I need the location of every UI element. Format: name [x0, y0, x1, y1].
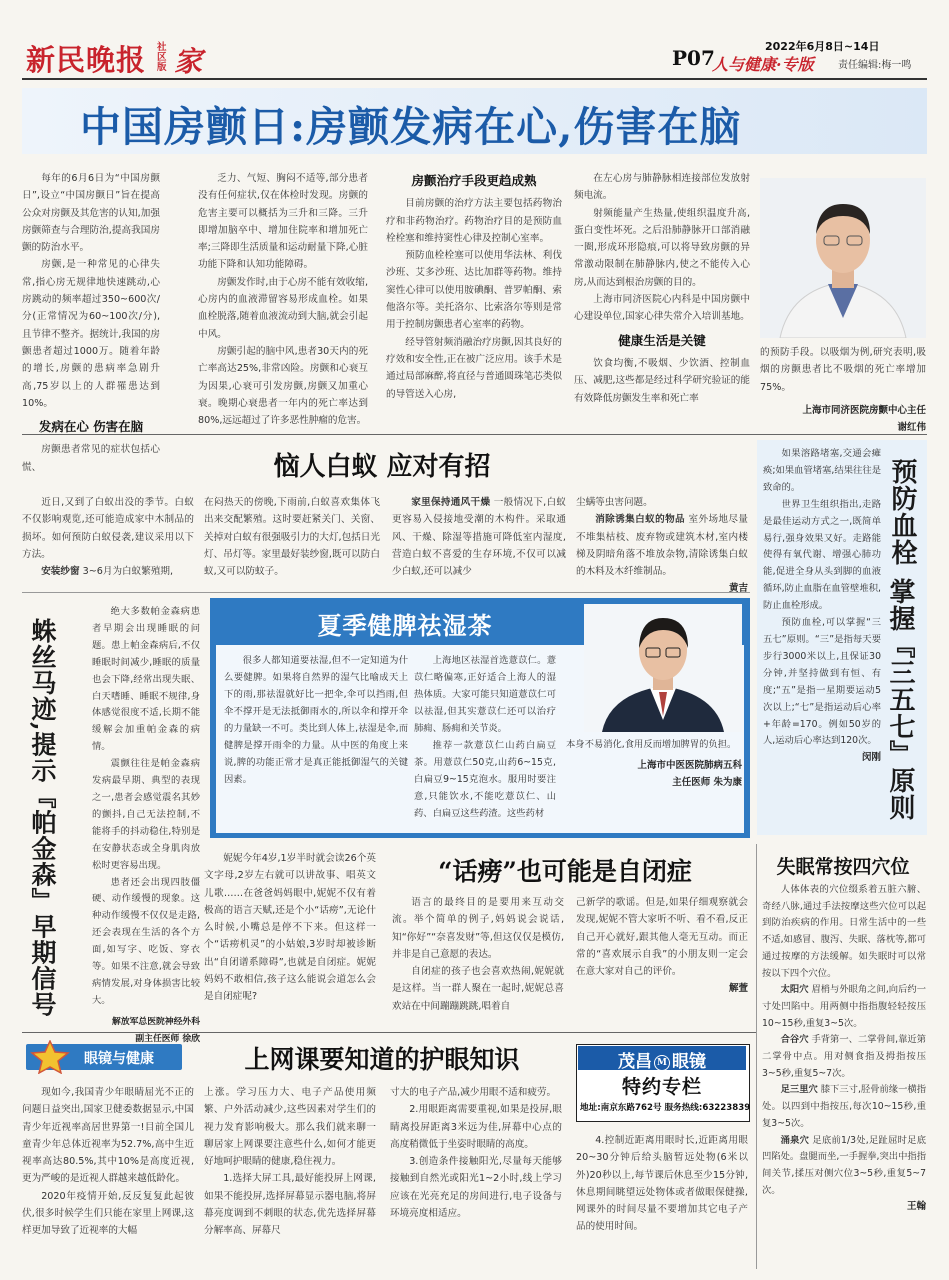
paragraph: 3.创造条件接触阳光,尽量每天能够接触到自然光或阳光1~2小时,线上学习应该在光亮充足的房间进行,电子设备与环境亮度相适应。: [390, 1156, 562, 1220]
divider: [756, 844, 757, 1269]
paragraph: 2.用眼距离需要重视,如果是投屏,眼睛离投屏距离3米远为佳,屏幕中心点的高度稍微低于坐姿时眼睛的高度。: [390, 1104, 562, 1150]
divider: [22, 592, 750, 593]
subheading: 发病在心 伤害在脑: [38, 419, 144, 435]
editor-credit: 责任编辑:梅一鸣: [838, 60, 912, 71]
paragraph: 患者还会出现四肢僵硬、动作缓慢的现象。这种动作缓慢不仅仅是走路,还会表现在生活的各个方面,如写字、吃饭、穿衣等。如果不注意,就会导致病情发展,对身体损害比较大。: [92, 876, 200, 1006]
thrombosis-title-a: 预防血栓: [887, 458, 917, 566]
paragraph: 人体体表的穴位缀系着五脏六腑、奇经八脉,通过手法按摩这些穴位可以起到防治疾病的作用。日常生活中的一些不适,如感冒、腹泻、失眠、落枕等,都可通过按摩的方法缓解。如失眠时可以常按以下四个穴位。: [762, 884, 926, 979]
acupoint-item: 太阳穴 眉梢与外眼角之间,向后约一寸处凹陷中。用两侧中指指腹轻轻按压10~15秒,重复3~5次。: [762, 984, 926, 1029]
masthead-rule: [22, 78, 927, 80]
author-name: 黄吉: [728, 583, 748, 595]
doctor-photo-xie: [760, 178, 926, 338]
paragraph: 寸大的电子产品,减少用眼不适和疲劳。: [390, 1087, 557, 1098]
paragraph: 安装纱窗 3~6月为白蚁繁殖期,: [41, 566, 174, 578]
damp-col-2: [414, 652, 556, 822]
paragraph: 上海地区祛湿首选薏苡仁。薏苡仁略偏寒,正好适合上海人的湿热体质。大家可能只知道薏苡仁可以祛湿,但其实薏苡仁还可以治疗肺痈、肠痈和关节炎。: [414, 655, 556, 734]
lead-col-1: [22, 170, 160, 476]
page-number: P07: [672, 46, 715, 70]
paragraph: 现如今,我国青少年眼睛屈光不正的问题日益突出,国家卫健委数据显示,中国青少年近视率高居世界第一!目前全国儿童青少年总体近视率为52.7%,高中生近视率高达80.5%,其中10%是高度近视,更为严峻的是近视人群越来越低龄化。: [22, 1087, 194, 1185]
paragraph: 近日,又到了白蚁出没的季节。白蚁不仅影响观览,还可能造成家中木制品的损坏。如何预防白蚁侵袭,建议采用以下方法。: [22, 497, 194, 560]
autism-col-2: [392, 894, 564, 1015]
insomnia-body: [762, 882, 926, 1216]
author-name: 王翰: [906, 1201, 926, 1213]
eye-title: 上网课要知道的护眼知识: [244, 1045, 520, 1074]
paragraph: 在闷热天的傍晚,下雨前,白蚁喜欢集体飞出来交配繁殖。这时要赶紧关门、关窗、关掉对白蚁有很强吸引力的大灯,包括日光灯、吊灯等。家里最好装纱窗,既可以防白蚁,又可以防蚊子。: [204, 497, 380, 578]
ad-address: 地址:南京东路762号 服务热线:63223839: [580, 1103, 751, 1113]
author-name: 谢红伟: [897, 422, 926, 434]
paragraph: 射频能量产生热量,使组织温度升高,蛋白变性坏死。之后沿肺静脉开口部消融一圈,形成环形隐痕,可以将导致房颤的异常激动限制在肺静脉内,使之不能传入心房,从而达到根治房颤的目的。: [574, 207, 750, 288]
paragraph: 推荐一款薏苡仁山药白扁豆茶。用薏苡仁50克,山药6~15克,白扁豆9~15克泡水。服用时要注意,只能饮水,不能吃薏苡仁、山药、白扁豆这些药渣。这些药材: [414, 740, 556, 819]
paragraph: 如果溶路堵塞,交通会瘫痪;如果血管堵塞,结果往往是致命的。: [763, 448, 881, 493]
paragraph: 己新学的歌谣。但是,如果仔细观察就会发现,妮妮不管大家听不听、看不看,反正自己开心就好,跟其他人毫无互动。而正常的“喜欢展示自我”的小朋友则一定会在意大家对自己的评价。: [576, 897, 748, 978]
eye-col-4: [576, 1132, 748, 1236]
eye-col-1: [22, 1084, 194, 1240]
eye-col-3: [390, 1084, 562, 1222]
paragraph: 很多人都知道要祛湿,但不一定知道为什么要健脾。如果将自然界的湿气比喻成天上下的雨,那祛湿就好比一把伞,伞可以挡雨,但伞不撑开是无法抵御雨水的,所以伞和撑开伞的力量缺一不可。类比到人体上,祛湿是伞,而健脾是撑开雨伞的力量。从中医的角度上来说,脾的功能正常才是真正能抵御湿气的关键因素。: [224, 655, 408, 785]
star-icon: [30, 1040, 70, 1074]
paragraph: 上海市同济医院心内科是中国房颤中心建设单位,国家心律失常介入培训基地。: [574, 294, 750, 323]
author-name: 副主任医师 徐欣: [135, 1033, 200, 1044]
paragraph: 在左心房与肺静脉相连接部位发放射频电流。: [574, 173, 750, 202]
subheading: 房颤治疗手段更趋成熟: [411, 173, 537, 188]
author-name: 闵刚: [861, 752, 881, 764]
eye-tag-label: 眼镜与健康: [84, 1051, 154, 1067]
ad-brand: [580, 1047, 744, 1072]
author-name: 主任医师 朱为康: [672, 777, 742, 788]
ad-brand-suffix: 眼镜: [672, 1052, 706, 1072]
paragraph: 房颤,是一种常见的心律失常,指心房无规律地快速跳动,心房跳动的频率超过350~600次/分(正常情况为60~100次/分),且节律不整齐。据统计,我国的房颤患者超过1000万。随着年龄的增长,房颤的患病率急剧升高,75岁以上的人群罹患达到10%。: [22, 259, 160, 409]
paragraph: 房颤引起的脑中风,患者30天内的死亡率高达25%,非常凶险。房颤和心衰互为因果,心衰可引发房颤,房颤又加重心衰。晚期心衰患者一年内的死亡率达到80%,远远超过了许多恶性肿瘤的危害。: [198, 345, 368, 427]
paragraph: 绝大多数帕金森病患者早期会出现睡眠的问题。患上帕金森病后,不仅睡眠时间减少,睡眠的质量也会下降,经常出现失眠、白天嗜睡、睡眠不规律,身体感觉很度不适,长期不能缓解会加重帕金森的病情。: [92, 606, 200, 753]
ad-brand-name: 茂昌: [618, 1052, 652, 1072]
section-name: 人与健康·专版: [712, 55, 814, 74]
paragraph: 的预防手段。以吸烟为例,研究表明,吸烟的房颤患者比不吸烟的死亡率增加75%。: [760, 347, 926, 393]
paragraph: 家里保持通风干燥 一般情况下,白蚁更容易入侵接地受潮的木构件。采取通风、干燥、除湿等措施可降低室内湿度,营造白蚁不喜爱的生存环境,不仅可以减少白蚁,还可以减少: [392, 497, 566, 578]
paragraph: 4.控制近距离用眼时长,近距离用眼20~30分钟后给头脑暂远处物(6米以外)20秒以上,每节课后休息至少15分钟,休息期间眺望远处物体或者做眼保健操,网课外的时间尽量不要增加其它电子产品的使用时间。: [576, 1135, 748, 1233]
lead-col-2: [198, 170, 368, 429]
insomnia-title: 失眠常按四穴位: [776, 856, 910, 878]
lead-col-3: [386, 172, 562, 403]
paragraph: 上涨。学习压力大、电子产品使用频繁、户外活动减少,这些因素对学生们的视力发育影响极大。那么我们就来聊一聊居家上网课要注意些什么,如何才能更好地呵护眼睛的健康,稳住视力。: [204, 1087, 376, 1168]
edition-label: 社区版: [157, 42, 167, 73]
author-org: 解放军总医院神经外科: [112, 1016, 200, 1027]
paragraph: 消除诱集白蚁的物品 室外场地尽量不堆集枯枝、废弃物或建筑木材,室内楼梯及阴暗角落不堆放杂物,清除诱集白蚁的木料及木纤维制品。: [576, 514, 748, 578]
subheading: 健康生活是关键: [618, 332, 706, 348]
doctor-photo-zhu: [584, 604, 742, 732]
paragraph: 世界卫生组织指出,走路是最佳运动方式之一,既简单易行,强身效果又好。走路能使得有氧代谢、增强心肺功能,促进全身从头到脚的血液循环,防止血脂在血管壁堆积,防止血栓形成。: [763, 498, 881, 612]
termite-col-2: [204, 494, 380, 580]
paragraph: 自闭症的孩子也会喜欢热闹,妮妮就是这样。当一群人聚在一起时,妮妮总喜欢站在中间蹦蹦跳跳,唱着自: [392, 966, 564, 1012]
parkinson-body: [92, 604, 200, 1048]
paragraph: 每年的6月6日为“中国房颤日”,设立“中国房颤日”旨在提高公众对房颤及其危害的认知,加强房颤筛查与合理防治,提高我国房颤的防治水平。: [22, 173, 160, 254]
paragraph: 1.选择大屏工具,最好能投屏上网课,如果不能投屏,选择屏幕显示器电脑,将屏幕亮度调到不刺眼的状态,优先选择屏幕分解率高、屏幕尺: [204, 1173, 376, 1237]
issue-date: 2022年6月8日~14日: [765, 40, 880, 53]
ad-title: 特约专栏: [621, 1076, 702, 1098]
author-org: 上海市中医医院肺病五科: [637, 760, 742, 771]
divider: [22, 1032, 756, 1033]
paragraph: 语言的最终目的是要用来互动交流。举个简单的例子,妈妈说会说话,知“你好”“奈喜发财”等,但这仅仅是模仿,并非是自己意愿的表达。: [392, 897, 564, 960]
seal-char: 家: [174, 45, 203, 78]
damp-col-3: [566, 736, 742, 791]
lead-col-4: [574, 170, 750, 407]
acupoint-item: 足三里穴 膝下三寸,胫骨前缘一横指处。以四到中指按压,每次10~15秒,重复3~5次。: [762, 1084, 926, 1129]
autism-title: “话痨”也可能是自闭症: [438, 857, 692, 886]
paper-name: 新民晚报: [26, 43, 147, 77]
paragraph: 本身不易消化,食用反而增加脾胃的负担。: [566, 739, 737, 750]
termite-title: 恼人白蚁 应对有招: [273, 452, 491, 482]
parkinson-title: 蛛丝马迹,提示『帕金森』早期信号: [28, 618, 57, 1018]
autism-col-1: [204, 850, 376, 1006]
paragraph: 房颤发作时,由于心房不能有效收缩,心房内的血液滞留容易形成血栓。如果血栓脱落,随着血液流动到大脑,就会引起中风。: [198, 276, 368, 340]
damp-title: 夏季健脾祛湿茶: [317, 611, 493, 640]
paragraph: 饮食均衡,不吸烟、少饮酒、控制血压、减肥,这些都是经过科学研究验证的能有效降低房颤发生率和死亡率: [574, 357, 750, 404]
paragraph: 妮妮今年4岁,1岁半时就会读26个英文字母,2岁左右就可以讲故事、唱英文儿歌……在爸爸妈妈眼中,妮妮不仅有着极高的语言天赋,还是个小“话痨”,无论什么时候,小嘴总是停不下来。但这样一个“话痨机灵”的小姑娘,3岁时却被诊断出“自闭谱系障碍”,也就是自闭症。妮妮妈妈不敢相信,孩子这么能说会道怎么会是自闭症呢?: [204, 853, 376, 1003]
paragraph: 预防血栓栓塞可以使用华法林、利伐沙班、艾多沙班、达比加群等药物。维持窦性心律可以使用胺碘酮、普罗帕酮、索他洛尔等。美托洛尔、比索洛尔等则是常用于控制房颤患者心室率的药物。: [386, 250, 562, 331]
paragraph: 目前房颤的治疗方法主要包括药物治疗和非药物治疗。药物治疗目的是预防血栓栓塞和维持窦性心律及控制心室率。: [386, 198, 562, 244]
author-org: 上海市同济医院房颤中心主任: [802, 404, 926, 416]
termite-col-4: [576, 494, 748, 598]
paragraph: 乏力、气短、胸闷不适等,部分患者没有任何症状,仅在体检时发现。房颤的危害主要可以概括为三升和三降。三升即增加脑卒中、增加住院率和增加死亡率;三降即生活质量和运动耐量下降,心脏功能下降和认知功能障碍。: [198, 173, 368, 271]
acupoint-item: 合谷穴 手背第一、二掌骨间,靠近第二掌骨中点。用对侧食指及拇指按压3~5秒,重复5~7次。: [762, 1034, 926, 1079]
paragraph: 尘螨等虫害问题。: [576, 497, 653, 508]
autism-col-3: [576, 894, 748, 998]
termite-col-1: [22, 494, 194, 580]
paragraph: 经导管射频消融治疗房颤,因其良好的疗效和安全性,正在被广泛应用。该手术是通过局部麻醉,将直径与普通圆珠笔芯类似的导管送入心房,: [386, 336, 562, 400]
logo-icon: M: [654, 1055, 670, 1071]
paragraph: 2020年疫情开始,反反复复此起彼伏,很多时候学生们只能在家里上网课,这样更加导致了近视率的大幅: [22, 1190, 194, 1237]
author-name: 解萱: [728, 983, 748, 995]
divider: [22, 434, 927, 435]
paragraph: 房颤患者常见的症状包括心慌、: [22, 444, 160, 473]
masthead: [0, 0, 949, 80]
paragraph: 震颤往往是帕金森病发病最早期、典型的表现之一,患者会感觉震名其妙的颤抖,自己无法控制,不能将手的抖动稳住,特别是在安静状态或全身肌肉放松时更容易出现。: [92, 758, 200, 871]
paragraph: 预防血栓,可以掌握“三五七”原则。“三”是指每天要步行3000米以上,且保证30分钟,并坚持做到有恒、有度;“五”是指一星期要运动5次以上;“七”是指运动后心率+年龄=170。例如50岁的人,运动后心率达到120次。: [763, 617, 881, 747]
thrombosis-body: [763, 446, 881, 767]
eye-col-2: [204, 1084, 376, 1240]
lead-col-5: [760, 344, 926, 436]
acupoint-item: 涌泉穴 足底前1/3处,足趾屈时足底凹陷处。盘腿而坐,一手握拳,突出中指指间关节,揉压对侧穴位3~5秒,重复5~7次。: [762, 1134, 926, 1196]
termite-col-3: [392, 494, 566, 580]
damp-col-1: [224, 652, 408, 788]
thrombosis-title-b: 掌握『三五七』原则: [885, 578, 915, 821]
lead-title: 中国房颤日:房颤发病在心,伤害在脑: [80, 103, 742, 151]
